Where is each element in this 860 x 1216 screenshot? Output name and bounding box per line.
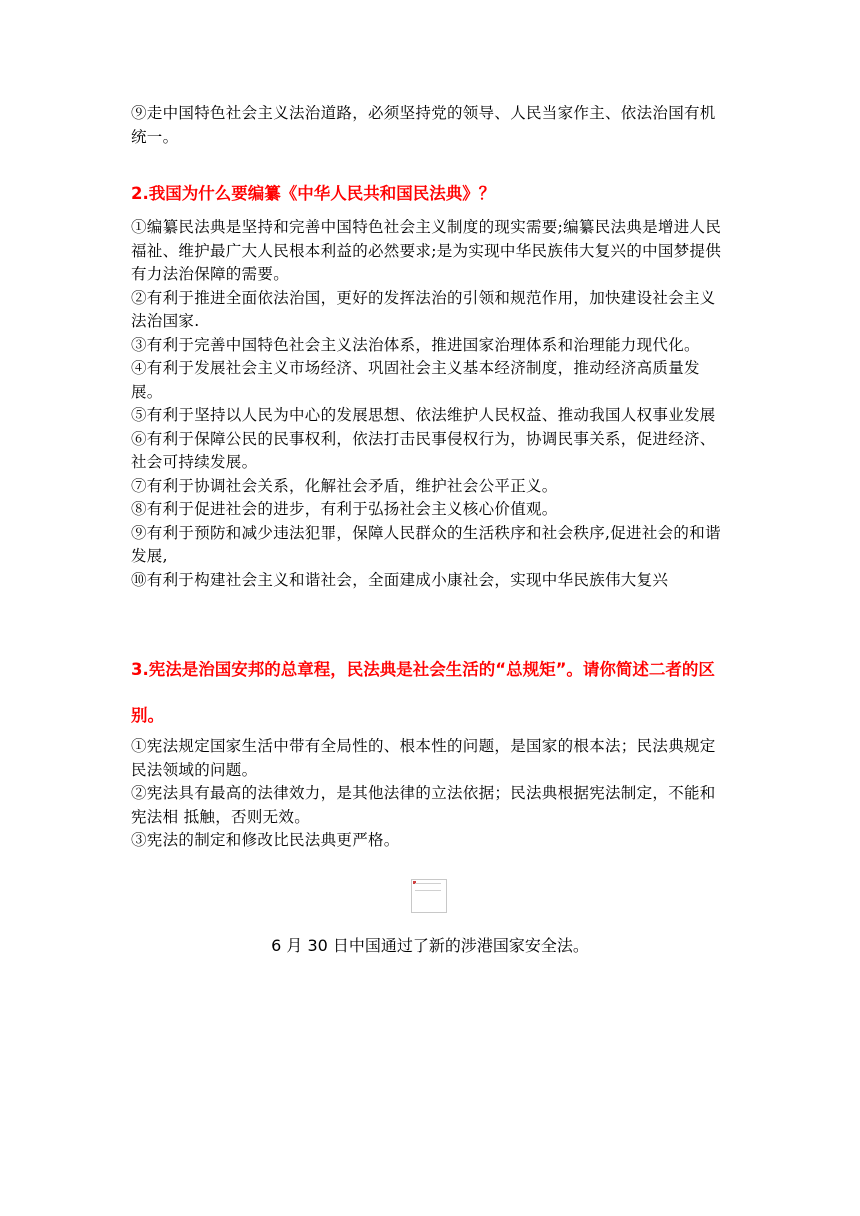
section3-item-1: ①宪法规定国家生活中带有全局性的、根本性的问题，是国家的根本法；民法典规定民法领域的问题。: [131, 737, 716, 779]
section1-item-9: ⑨走中国特色社会主义法治道路，必须坚持党的领导、人民当家作主、依法治国有机统一。: [131, 104, 716, 146]
section1-body: [131, 102, 731, 149]
section2-item-2: ②有利于推进全面依法治国，更好的发挥法治的引领和规范作用，加快建设社会主义法治国家.: [131, 288, 716, 330]
image-caption: 6 月 30 日中国通过了新的涉港国家安全法。: [271, 936, 589, 955]
section2-heading: 2.我国为什么要编纂《中华人民共和国民法典》？: [131, 184, 496, 203]
section2-item-3: ③有利于完善中国特色社会主义法治体系，推进国家治理体系和治理能力现代化。: [131, 335, 700, 354]
section3-heading: 3.宪法是治国安邦的总章程，民法典是社会生活的“总规矩”。请你简述二者的区别。: [131, 660, 715, 725]
section2-item-10: ⑩有利于构建社会主义和谐社会，全面建成小康社会，实现中华民族伟大复兴: [131, 570, 669, 589]
section2-item-6: ⑥有利于保障公民的民事权利，依法打击民事侵权行为，协调民事关系，促进经济、社会可持续发展。: [131, 429, 716, 471]
section2-item-8: ⑧有利于促进社会的进步，有利于弘扬社会主义核心价值观。: [131, 500, 558, 518]
section2-item-5: ⑤有利于坚持以人民为中心的发展思想、依法维护人民权益、推动我国人权事业发展: [131, 406, 716, 424]
section3-item-2: ②宪法具有最高的法律效力，是其他法律的立法依据；民法典根据宪法制定，不能和宪法相 抵触，否则无效。: [131, 784, 716, 826]
section2-item-4: ④有利于发展社会主义市场经济、巩固社会主义基本经济制度，推动经济高质量发展。: [131, 359, 700, 401]
section2-item-9: ⑨有利于预防和减少违法犯罪，保障人民群众的生活秩序和社会秩序,促进社会的和谐发展,: [131, 523, 721, 565]
section2-item-1: ①编纂民法典是坚持和完善中国特色社会主义制度的现实需要;编纂民法典是增进人民福祉、维护最广大人民根本利益的必然要求;是为实现中华民族伟大复兴的中国梦提供有力法治保障的需要。: [131, 218, 722, 283]
section3-body: [131, 735, 731, 853]
section2-body: [131, 216, 731, 592]
section3-item-3: ③宪法的制定和修改比民法典更严格。: [131, 831, 400, 849]
embedded-image-thumbnail: [411, 879, 447, 913]
section2-item-7: ⑦有利于协调社会关系，化解社会矛盾，维护社会公平正义。: [131, 476, 558, 495]
thumbnail-text-lines: [415, 883, 441, 891]
